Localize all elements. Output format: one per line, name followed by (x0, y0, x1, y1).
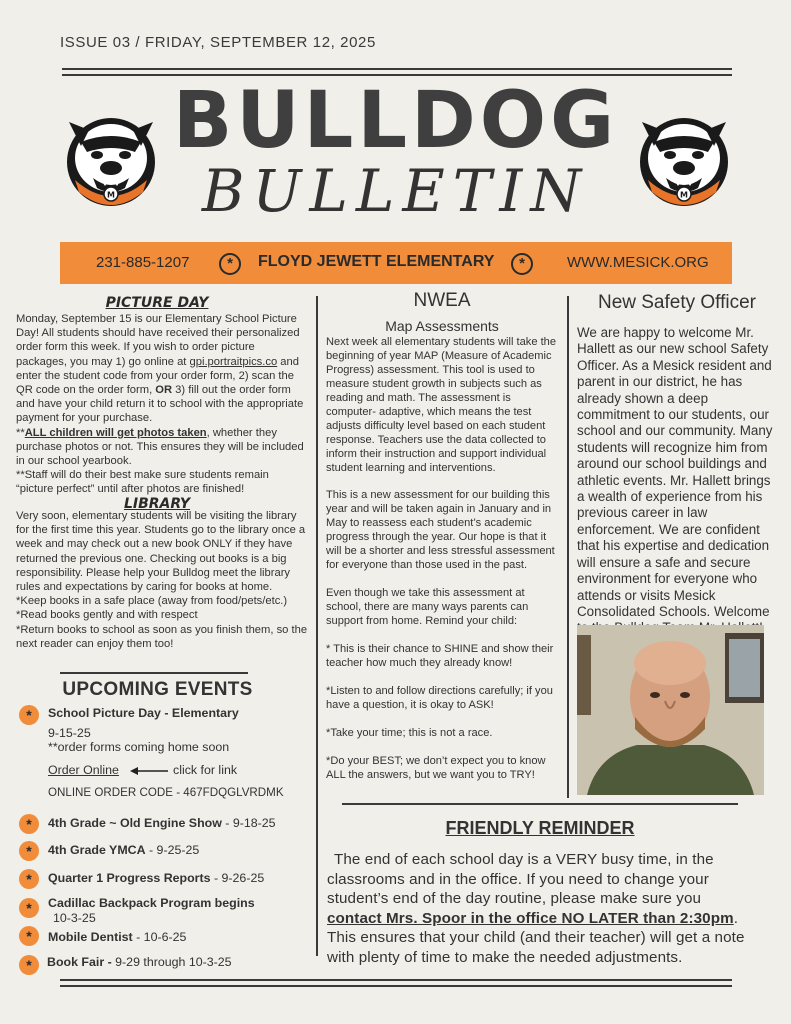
picture-day-p3: 3) fill out the order form and have your child return it to school with the appropriate payment for your purchase. (16, 384, 304, 425)
issue-line: ISSUE 03 / FRIDAY, SEPTEMBER 12, 2025 (60, 34, 376, 51)
click-for-link-note: click for link (173, 763, 238, 777)
event-name: Quarter 1 Progress Reports (48, 871, 211, 885)
event-bullet-icon: * (19, 869, 39, 889)
event-picture-day-note: **order forms coming home soon (48, 740, 230, 754)
picture-day-or: OR (155, 384, 173, 397)
event-name: Cadillac Backpack Program begins (48, 896, 255, 910)
event-bullet-icon: * (19, 926, 39, 946)
event-bullet-icon: * (19, 955, 39, 975)
picture-day-heading: PICTURE DAY (105, 295, 209, 311)
event-item (48, 896, 255, 910)
contact-banner (60, 242, 732, 284)
logo-letter-right: M (680, 190, 688, 200)
event-picture-day (48, 706, 310, 720)
event-date: - 9-25-25 (145, 843, 200, 857)
event-item (48, 816, 276, 830)
event-name: School Picture Day - Elementary (48, 706, 239, 720)
logo-letter-left: M (107, 190, 115, 200)
event-item (48, 871, 264, 885)
event-picture-day-date: 9-15-25 (48, 726, 91, 740)
event-date: 10-3-25 (53, 911, 96, 925)
reminder-p2: . This ensures that your child (and their teacher) will get a note with plenty of time to make the needed adjustments. (327, 909, 745, 966)
event-name: Mobile Dentist (48, 930, 133, 944)
event-name: 4th Grade ~ Old Engine Show (48, 816, 222, 830)
order-code: ONLINE ORDER CODE - 467FDQGLVRDMK (48, 786, 284, 799)
star-icon: * (219, 253, 241, 275)
footer-rule-2 (60, 985, 732, 987)
arrow-left-icon (130, 764, 170, 776)
portrait-link[interactable]: gpi.portraitpics.co (189, 355, 278, 368)
event-name: Book Fair - (47, 955, 112, 969)
event-bullet-icon: * (19, 841, 39, 861)
masthead-subtitle: BULLETIN (201, 157, 590, 225)
header-rule-top (62, 68, 732, 70)
nwea-subheading: Map Assessments (385, 318, 499, 334)
picture-day-p2: and enter the student code from your order form, 2) scan the QR code on the order form, (16, 355, 299, 397)
picture-day-p4-bold: ALL children will get photos taken (24, 426, 207, 439)
safety-body: We are happy to welcome Mr. Hallett as our new school Safety Officer. As a Mesick resident and parent in our district, he has already shown a deep commitment to our students, our school and our community. Many students will recognize him from around our school buildings and athletic events. Mr. Hallett brings a wealth of experience from his previous career in law enforcement. We are confident that his expertise and dedication will ensure a safe and secure environment for everyone who attends or visits Mesick Consolidated Schools. Welcome (577, 325, 773, 619)
event-bullet-icon: * (19, 705, 39, 725)
officer-photo (577, 625, 764, 795)
picture-day-body (16, 312, 308, 497)
nwea-body: Next week all elementary students will take the beginning of year MAP (Measure of Academic Progress) assessment. This tool is used to measure student growth in subjects such as reading and math. The assessment is computer- adaptive, which means the test adjusts difficulty level based on each student response. Teachers use the data collected to inform their instruction and support individual student learning and interventions. This is a new assessment for our building this year and will be taken again in January and in May to reassess each student’s academic progress through the year. Our hope is that it will be a shorter and less stressful assessment for everyone than those used in the past. Even though we take this assessment at school, there are many ways parents can support from home. Remind your child: * This is their chance to SHINE and show their teacher how much they already know! *Listen to and follow directions carefully; if you have a question, it is okay to ASK! *Take your time; this is not a race. *Do your BEST; we don’t expect you to know ALL the answers, but we want you to TRY! (326, 336, 556, 781)
reminder-body (327, 850, 757, 968)
event-item (48, 930, 186, 944)
event-date: - 9-18-25 (221, 816, 276, 830)
event-date: - 9-26-25 (210, 871, 265, 885)
reminder-p1: The end of each school day is a VERY busy time, in the classrooms and in the office. If you need to change your student’s end of the day routine, please make sure you (327, 851, 714, 908)
event-item (48, 843, 199, 857)
footer-rule-1 (60, 979, 732, 981)
school-name: FLOYD JEWETT ELEMENTARY (258, 253, 495, 270)
event-name: 4th Grade YMCA (48, 843, 146, 857)
event-item (47, 955, 232, 969)
reminder-title: FRIENDLY REMINDER (445, 818, 635, 838)
picture-day-p4-rest: , whether they purchase photos or not. This ensures they will be included in our school yearbook. (16, 426, 304, 468)
event-date: 9-29 through 10-3-25 (111, 955, 232, 969)
phone-number: 231-885-1207 (96, 254, 190, 271)
order-online-link[interactable]: Order Online (48, 763, 119, 777)
events-rule (60, 672, 248, 674)
events-title: UPCOMING EVENTS (62, 679, 253, 700)
column-divider-1 (316, 296, 318, 956)
safety-heading: New Safety Officer (597, 292, 757, 313)
reminder-rule (342, 803, 738, 805)
nwea-heading: NWEA (413, 290, 471, 311)
picture-day-p1: Monday, September 15 is our Elementary School Picture Day! All students should have received their personalized order form this week. If you wish to order picture packages, you may 1) go online at (16, 313, 300, 368)
column-divider-2 (567, 296, 569, 798)
website-link[interactable]: WWW.MESICK.ORG (567, 254, 709, 271)
masthead-title: BULLDOG (172, 76, 619, 166)
library-heading: LIBRARY (123, 496, 191, 512)
event-date: - 10-6-25 (132, 930, 187, 944)
event-bullet-icon: * (19, 814, 39, 834)
picture-day-p4-prefix: ** (16, 426, 25, 439)
event-bullet-icon: * (19, 898, 39, 918)
library-body: Very soon, elementary students will be visiting the library for the first time this year. Students go to the library once a week and may check out a new book ONLY if they have returned the previous one. Checking out books is a big responsibility. Please help your Bulldog meet the library rules and expectations by caring for books at home. *Keep books in a safe place (away from food/pets/etc.) *Read books gently and with respect *Return books to school as soon as you finish them, so the next reader can enjoy them too! (16, 510, 308, 650)
reminder-bold: contact Mrs. Spoor in the office NO LATER than 2:30pm (327, 909, 734, 927)
picture-day-p5: **Staff will do their best make sure students remain “picture perfect” until after photos are finished! (16, 469, 269, 496)
star-icon: * (511, 253, 533, 275)
